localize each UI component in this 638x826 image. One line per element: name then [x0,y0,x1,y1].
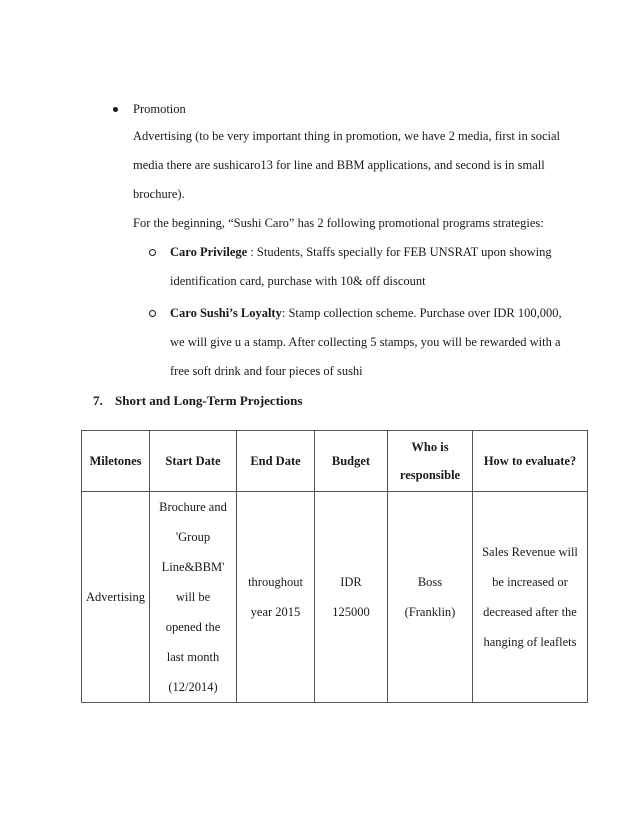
programs-intro: For the beginning, “Sushi Caro” has 2 following promotional programs strategies: [133,216,544,230]
table-row [82,492,588,703]
section-number: 7. [93,393,103,408]
cell-text: (12/2014) [168,680,218,694]
cell-text: Brochure and [159,500,227,514]
hollow-bullet-icon [149,249,156,256]
cell-text: last month [166,650,220,664]
header-evaluate: How to evaluate? [473,431,588,492]
cell-text: hanging of leaflets [483,635,577,649]
cell-text: Boss [417,575,443,589]
header-who-responsible [388,431,473,492]
section-title: Short and Long-Term Projections [115,393,303,408]
cell-text: IDR [340,575,362,589]
cell-text: 125000 [332,605,370,619]
cell-budget [315,492,388,703]
program-1-line-1 [170,244,552,260]
program-2-title: Caro Sushi’s Loyalty [170,306,282,320]
cell-text: year 2015 [250,605,301,619]
cell-text: Sales Revenue will [482,545,578,559]
program-2-line-2: we will give u a stamp. After collecting 5 stamps, you will be rewarded with a [170,335,561,349]
cell-text: opened the [165,620,221,634]
cell-who [388,492,473,703]
advertising-line-2: media there are sushicaro13 for line and BBM applications, and second is in small [133,158,545,172]
header-milestones: Miletones [82,431,150,492]
cell-text: throughout [248,575,303,589]
cell-text: (Franklin) [404,605,456,619]
advertising-line-3: brochure). [133,187,185,201]
cell-text: will be [175,590,211,604]
cell-text: Line&BBM' [161,560,225,574]
header-start-date: Start Date [150,431,237,492]
promotion-title: Promotion [133,102,186,116]
program-2-line-3: free soft drink and four pieces of sushi [170,364,363,378]
bullet-icon [113,107,118,112]
header-end-date: End Date [237,431,315,492]
cell-evaluate [473,492,588,703]
cell-text: be increased or [492,575,568,589]
program-1-line-2: identification card, purchase with 10& off discount [170,274,426,288]
program-2-line-1 [170,305,562,321]
cell-text: 'Group [175,530,211,544]
header-budget: Budget [315,431,388,492]
table-header-row [82,431,588,492]
hollow-bullet-icon [149,310,156,317]
program-1-desc: : Students, Staffs specially for FEB UNSRAT upon showing [247,245,552,259]
cell-milestone: Advertising [82,492,150,703]
projections-table [81,430,588,703]
cell-end-date [237,492,315,703]
program-2-desc: : Stamp collection scheme. Purchase over IDR 100,000, [281,306,562,320]
header-who-line-2: responsible [399,468,461,482]
header-who-line-1: Who is [411,440,449,454]
cell-start-date [150,492,237,703]
cell-text: decreased after the [483,605,577,619]
advertising-line-1: Advertising (to be very important thing in promotion, we have 2 media, first in social [133,129,560,143]
program-1-title: Caro Privilege [170,245,248,259]
